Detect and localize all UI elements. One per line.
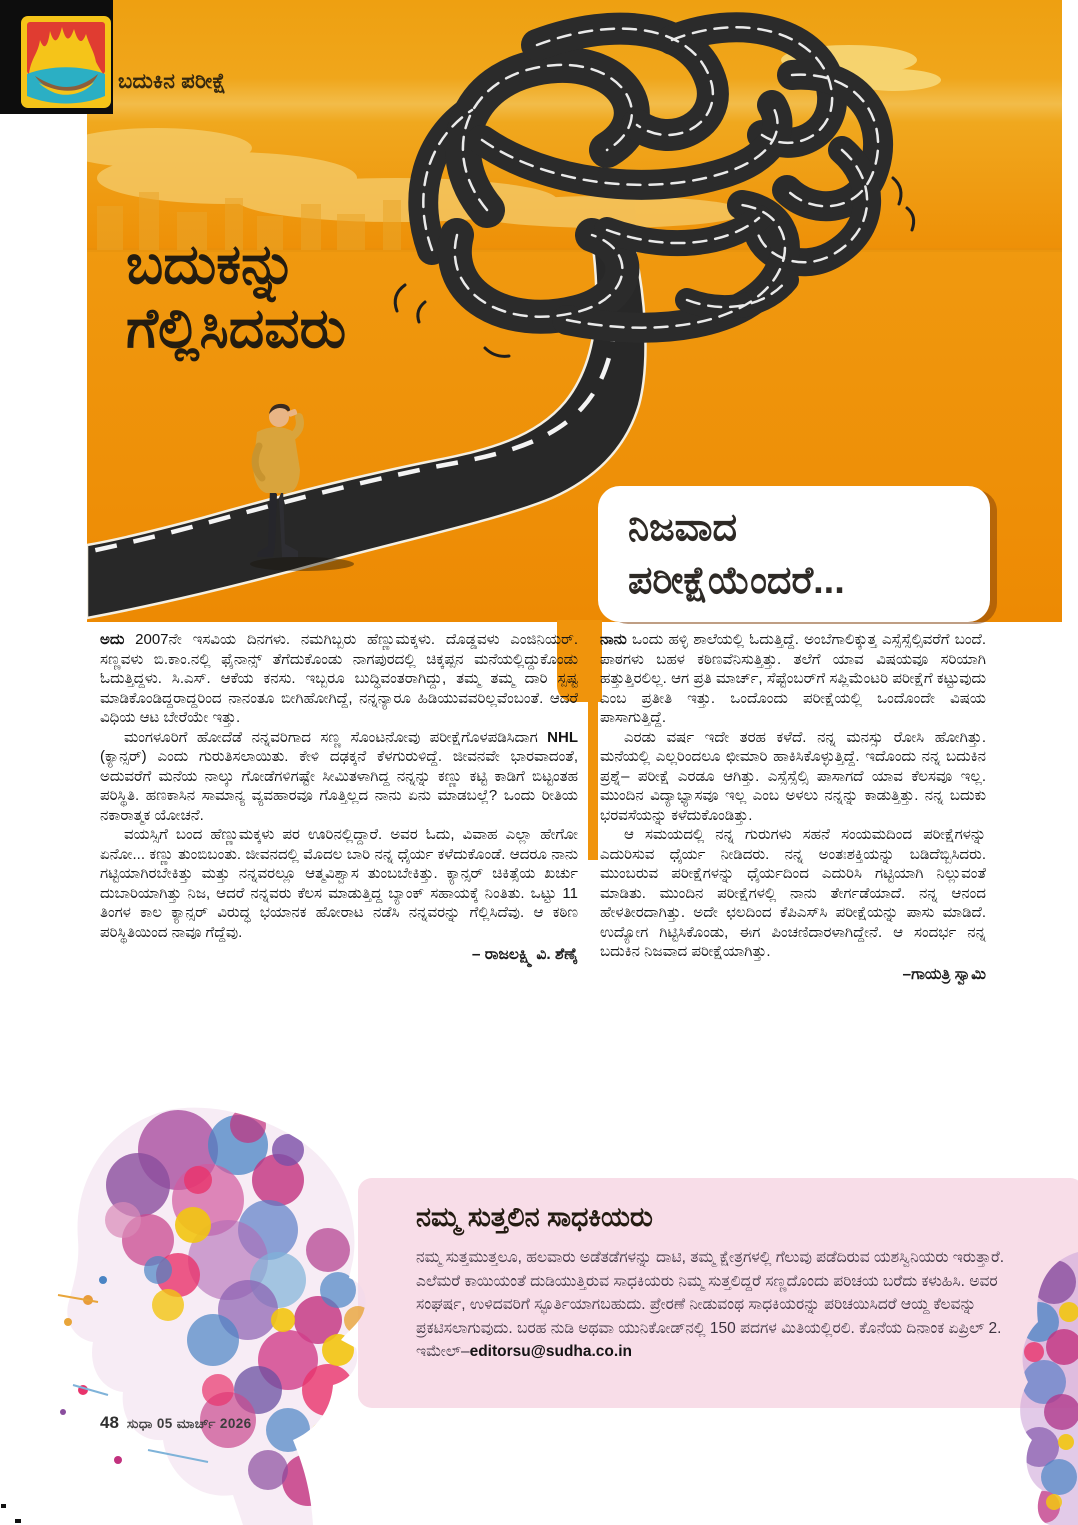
author-signature: –ಗಾಯತ್ರಿ ಸ್ವಾಮಿ	[902, 965, 986, 983]
promo-body: ನಮ್ಮ ಸುತ್ತಮುತ್ತಲೂ, ಹಲವಾರು ಅಡೆತಡೆಗಳನ್ನು ದಾಟಿ, ತಮ್ಮ ಕ್ಷೇತ್ರಗಳಲ್ಲಿ ಗೆಲುವು ಪಡೆದಿರುವ ಯಶಸ್ವಿನಿಯರು ಇರುತ್ತಾರೆ. ಎಲೆಮರೆ ಕಾಯಿಯಂತೆ ದುಡಿಯುತ್ತಿರುವ ಸಾಧಕಿಯರು ನಿಮ್ಮ ಸುತ್ತಲಿದ್ದರೆ ಸಣ್ಣದೊಂದು ಪರಿಚಯ ಬರೆದು ಕಳುಹಿಸಿ. ಅವರ ಸಂಘರ್ಷ, ಉಳಿದವರಿಗೆ ಸ್ಫೂರ್ತಿಯಾಗಬಹುದು. ಪ್ರೇರಣೆ ನೀಡುವಂಥ ಸಾಧಕಿಯರನ್ನು ಪರಿಚಯಿಸಿದರೆ ಆಯ್ದ ಕೆಲವನ್ನು ಪ್ರಕಟಿಸಲಾಗುವುದು. ಬರಹ ನುಡಿ ಅಥವಾ ಯುನಿಕೋಡ್‌ನಲ್ಲಿ 150 ಪದಗಳ ಮಿತಿಯಲ್ಲಿರಲಿ. ಕೊನೆಯ ದಿನಾಂಕ ಏಪ್ರಿಲ್ 2. ಇಮೇಲ್–editorsu@sudha.co.in	[416, 1249, 1005, 1360]
watercolor-face-art-left	[28, 1090, 394, 1525]
print-registration-mark	[15, 1519, 21, 1523]
paragraph: ವಯಸ್ಸಿಗೆ ಬಂದ ಹೆಣ್ಣುಮಕ್ಕಳು ಪರ ಊರಿನಲ್ಲಿದ್ದಾರೆ. ಅವರ ಓದು, ವಿವಾಹ ಎಲ್ಲಾ ಹೇಗೋ ಏನೋ... ಕಣ್ಣು ತುಂಬಿಬಂತು. ಜೀವನದಲ್ಲಿ ಮೊದಲ ಬಾರಿ ನನ್ನ ಧೈರ್ಯ ಕಳೆದುಕೊಂಡೆ. ಆದರೂ ನಾನು ಗಟ್ಟಿಯಾಗಿರಬೇಕಿತ್ತು ಮತ್ತು ನನ್ನವರಲ್ಲೂ ಆತ್ಮವಿಶ್ವಾಸ ತುಂಬಬೇಕಿತ್ತು. ಕ್ಯಾನ್ಸರ್ ಚಿಕಿತ್ಸೆಯ ಖರ್ಚು ದುಬಾರಿಯಾಗಿತ್ತು ನಿಜ, ಆದರೆ ನನ್ನವರು ಕೆಲಸ ಮಾಡುತ್ತಿದ್ದ ಬ್ಯಾಂಕ್ ಸಹಾಯಕ್ಕೆ ನಿಂತಿತು. ಒಟ್ಟು 11 ತಿಂಗಳ ಕಾಲ ಕ್ಯಾನ್ಸರ್ ವಿರುದ್ಧ ಭಯಾನಕ ಹೋರಾಟ ನಡೆಸಿ ನನ್ನವರನ್ನು ಗೆಲ್ಲಿಸಿದೆವು. ಆ ಕಠಿಣ ಪರಿಸ್ಥಿತಿಯಿಂದ ನಾವೂ ಗೆದ್ದೆವು.	[100, 826, 578, 941]
paragraph: ಆ ಸಮಯದಲ್ಲಿ ನನ್ನ ಗುರುಗಳು ಸಹನೆ ಸಂಯಮದಿಂದ ಪರೀಕ್ಷೆಗಳನ್ನು ಎದುರಿಸುವ ಧೈರ್ಯ ನೀಡಿದರು. ನನ್ನ ಅಂತಃಶಕ್ತಿಯನ್ನು ಬಡಿದೆಬ್ಬಿಸಿದರು. ಮುಂಬರುವ ಪರೀಕ್ಷೆಗಳನ್ನು ಧೈರ್ಯದಿಂದ ಎದುರಿಸಿ ಗಟ್ಟಿಯಾಗಿ ನಿಲ್ಲುವಂತೆ ಮಾಡಿತು. ಮುಂದಿನ ಪರೀಕ್ಷೆಗಳಲ್ಲಿ ನಾನು ತೇರ್ಗಡೆಯಾದೆ. ನನ್ನ ಆನಂದ ಹೇಳತೀರದಾಗಿತ್ತು. ಅದೇ ಛಲದಿಂದ ಕೆಪಿಎಸ್‌ಸಿ ಪರೀಕ್ಷೆಯನ್ನು ಪಾಸು ಮಾಡಿದೆ. ಉದ್ಯೋಗ ಗಿಟ್ಟಿಸಿಕೊಂಡು, ಈಗ ಪಿಂಚಣಿದಾರಳಾಗಿದ್ದೇನೆ. ಆ ಸಂದರ್ಭ ನನ್ನ ಬದುಕಿನ ನಿಜವಾದ ಪರೀಕ್ಷೆಯಾಗಿತ್ತು.	[600, 826, 986, 960]
print-registration-mark	[1, 1504, 6, 1508]
callout-line2: ಪರೀಕ್ಷೆಯೆಂದರೆ...	[628, 560, 845, 602]
article-column-left	[100, 630, 578, 965]
paragraph: ಅದು 2007ನೇ ಇಸವಿಯ ದಿನಗಳು. ನಮಗಿಬ್ಬರು ಹೆಣ್ಣುಮಕ್ಕಳು. ದೊಡ್ಡವಳು ಎಂಜಿನಿಯರ್. ಸಣ್ಣವಳು ಬಿ.ಕಾಂ.ನಲ್ಲಿ ಫೈನಾನ್ಸ್ ತೆಗೆದುಕೊಂಡು ನಾಗಪುರದಲ್ಲಿ ಚಿಕ್ಕಪ್ಪನ ಮನೆಯಲ್ಲಿದ್ದುಕೊಂಡು ಓದುತ್ತಿದ್ದಳು. ಸಿ.ಎಸ್. ಆಕೆಯ ಕನಸು. ಇಬ್ಬರೂ ಬುದ್ಧಿವಂತರಾಗಿದ್ದು, ತಮ್ಮ ತಮ್ಮ ದಾರಿ ಸ್ಪಷ್ಟ ಮಾಡಿಕೊಂಡಿದ್ದರಾದ್ದರಿಂದ ನಾನಂತೂ ಬೀಗಿಹೋಗಿದ್ದೆ, ನನ್ನನ್ಯಾರೂ ಹಿಡಿಯುವವರಿಲ್ಲವೆಂಬಂತೆ. ಆದರೆ ವಿಧಿಯ ಆಟ ಬೇರೆಯೇ ಇತ್ತು.	[100, 631, 578, 726]
section-label: ಬದುಕಿನ ಪರೀಕ್ಷೆ	[118, 70, 227, 93]
page-footer	[100, 1413, 252, 1433]
sudha-flame-logo-icon	[21, 16, 111, 108]
lead-word: ನಾನು	[600, 631, 627, 648]
lead-word: ಅದು	[100, 631, 125, 648]
page-number: 48	[100, 1413, 119, 1432]
man-shadow	[250, 557, 354, 571]
promo-box	[358, 1178, 1078, 1408]
paragraph: ನಾನು ಒಂದು ಹಳ್ಳಿ ಶಾಲೆಯಲ್ಲಿ ಓದುತ್ತಿದ್ದೆ. ಅಂಬೆಗಾಲಿಕ್ಕುತ್ತ ಎಸ್ಸೆಸ್ಸೆಲ್ಸಿವರೆಗೆ ಬಂದೆ. ಪಾಠಗಳು ಬಹಳ ಕಠಿಣವೆನಿಸುತ್ತಿತ್ತು. ತಲೆಗೆ ಯಾವ ವಿಷಯವೂ ಸರಿಯಾಗಿ ಹತ್ತುತ್ತಿರಲಿಲ್ಲ. ಆಗ ಪ್ರತಿ ಮಾರ್ಚ್, ಸೆಪ್ಟೆಂಬರ್‌ಗೆ ಸಪ್ಲಿಮೆಂಟರಿ ಪರೀಕ್ಷೆಗೆ ಕಟ್ಟುವುದು ಎಂಬ ಪ್ರತೀತಿ ಇತ್ತು. ಒಂದೊಂದು ಪರೀಕ್ಷೆಯಲ್ಲಿ ಒಂದೊಂದೇ ವಿಷಯ ಪಾಸಾಗುತ್ತಿದ್ದೆ.	[600, 631, 986, 726]
issue-info: ಸುಧಾ 05 ಮಾರ್ಚ್ 2026	[126, 1416, 252, 1431]
article-column-right	[600, 630, 986, 984]
promo-heading: ನಮ್ಮ ಸುತ್ತಲಿನ ಸಾಧಕಿಯರು	[416, 1202, 653, 1232]
email-address: editorsu@sudha.co.in	[469, 1343, 632, 1360]
watercolor-face-art-right	[1014, 1252, 1078, 1525]
author-signature: – ರಾಜಲಕ್ಷ್ಮಿ ವಿ. ಶೆಣೈ	[471, 946, 578, 963]
abbreviation-nhl: NHL	[547, 728, 578, 746]
article-title	[126, 232, 346, 360]
callout-line1: ನಿಜವಾದ	[628, 507, 738, 549]
paragraph: ಎರಡು ವರ್ಷ ಇದೇ ತರಹ ಕಳೆದೆ. ನನ್ನ ಮನಸ್ಸು ರೋಸಿ ಹೋಗಿತ್ತು. ಮನೆಯಲ್ಲಿ ಎಲ್ಲರಿಂದಲೂ ಛೀಮಾರಿ ಹಾಕಿಸಿಕೊಳ್ಳುತ್ತಿದ್ದೆ. ಇದೊಂದು ನನ್ನ ಬದುಕಿನ ಪ್ರಶ್ನೆ– ಪರೀಕ್ಷೆ ಎರಡೂ ಆಗಿತ್ತು. ಎಸ್ಸೆಸ್ಸೆಲ್ಸಿ ಪಾಸಾಗದೆ ಯಾವ ಕೆಲಸವೂ ಇಲ್ಲ. ಮುಂದಿನ ವಿದ್ಯಾಭ್ಯಾಸವೂ ಇಲ್ಲ ಎಂಬ ಅಳಲು ನನ್ನನ್ನು ಕಾಡುತ್ತಿತ್ತು. ನನ್ನ ಬದುಕು ಭರವಸೆಯನ್ನು ಕಳೆದುಕೊಂಡಿತ್ತು.	[600, 728, 986, 824]
paragraph: ಮಂಗಳೂರಿಗೆ ಹೋದೆಡೆ ನನ್ನವರಿಗಾದ ಸಣ್ಣ ಸೊಂಟನೋವು ಪರೀಕ್ಷೆಗೊಳಪಡಿಸಿದಾಗ NHL (ಕ್ಯಾನ್ಸರ್) ಎಂದು ಗುರುತಿಸಲಾಯಿತು. ಕೇಳಿ ದಢಕ್ಕನೆ ಕೆಳಗುರುಳಿದ್ದೆ. ಜೀವನವೇ ಭಾರವಾದಂತೆ, ಅದುವರೆಗೆ ಮನೆಯ ನಾಲ್ಕು ಗೋಡೆಗಳಿಗಷ್ಟೇ ಸೀಮಿತಳಾಗಿದ್ದ ನನ್ನನ್ನು ಕಣ್ಣು ಕಟ್ಟಿ ಕಾಡಿಗೆ ಬಿಟ್ಟಂತಹ ಪರಿಸ್ಥಿತಿ. ಹಣಕಾಸಿನ ಸಾಮಾನ್ಯ ವ್ಯವಹಾರವೂ ಗೊತ್ತಿಲ್ಲದ ನಾನು ಏನು ಮಾಡಬಲ್ಲೆ? ಒಂದು ರೀತಿಯ ನಕಾರಾತ್ಮಕ ಯೋಚನೆ.	[100, 728, 578, 824]
masthead-logo-block	[0, 0, 113, 114]
callout-box	[598, 486, 990, 622]
gutter-orange-rule	[588, 620, 598, 860]
article-title-line1: ಬದುಕನ್ನು	[126, 233, 297, 295]
article-title-line2: ಗೆಲ್ಲಿಸಿದವರು	[126, 297, 347, 359]
